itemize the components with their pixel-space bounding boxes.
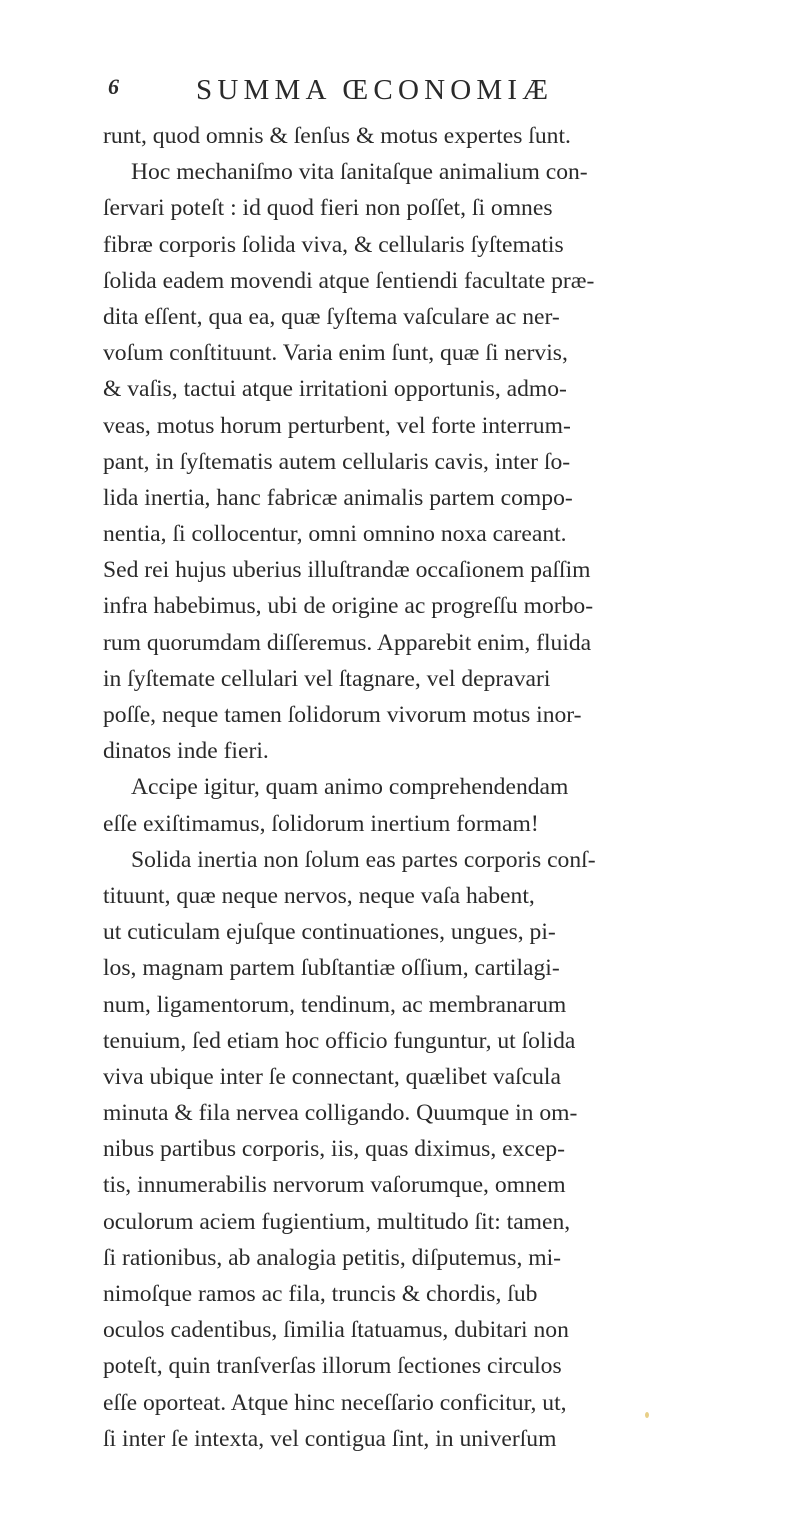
text-line: voſum conſtituunt. Varia enim ſunt, quæ ſi nervis, [103, 340, 568, 367]
text-line: eſſe exiſtimamus, ſolidorum inertium formam! [103, 810, 539, 837]
text-line: viva ubique inter ſe connectant, quælibet vaſcula [103, 1063, 561, 1090]
page-header [108, 74, 748, 114]
text-line: ſi inter ſe intexta, vel contigua ſint, in univerſum [103, 1425, 557, 1452]
text-line: nimoſque ramos ac fila, truncis & chordis, ſub [103, 1281, 538, 1307]
text-line: veas, motus horum perturbent, vel forte interrum- [103, 412, 571, 439]
running-head: SUMMA ŒCONOMIÆ [196, 74, 554, 106]
text-line: pant, in ſyſtematis autem cellularis cavis, inter ſo- [103, 448, 571, 475]
text-line: oculos cadentibus, ſimilia ſtatuamus, dubitari non [103, 1317, 569, 1344]
body-text [103, 118, 753, 1457]
text-line: num, ligamentorum, tendinum, ac membranarum [103, 991, 567, 1018]
text-line: & vaſis, tactui atque irritationi opportunis, admo- [103, 376, 567, 403]
text-line: ſolida eadem movendi atque ſentiendi facultate præ- [103, 267, 595, 294]
text-line: tituunt, quæ neque nervos, neque vaſa habent, [103, 882, 535, 909]
text-line: infra habebimus, ubi de origine ac progreſſu morbo- [103, 593, 594, 620]
text-line: oculorum aciem fugientium, multitudo ſit: tamen, [103, 1208, 571, 1235]
text-line: Sed rei hujus uberius illuſtrandæ occaſionem paſſim [103, 557, 591, 584]
text-line: nibus partibus corporis, iis, quas diximus, excep- [103, 1136, 565, 1163]
text-line: dita eſſent, qua ea, quæ ſyſtema vaſculare ac ner- [103, 303, 560, 330]
text-line: dinatos inde fieri. [103, 738, 269, 765]
text-line: runt, quod omnis & ſenſus & motus expertes ſunt. [103, 123, 571, 149]
text-line: rum quorumdam diſſeremus. Apparebit enim, fluida [103, 629, 592, 656]
text-line: nentia, ſi collocentur, omni omnino noxa careant. [103, 521, 567, 548]
text-line: lida inertia, hanc fabricæ animalis partem compo- [103, 484, 573, 511]
text-line: tenuium, ſed etiam hoc officio funguntur, ut ſolida [103, 1027, 576, 1054]
text-line: ut cuticulam ejuſque continuationes, ungues, pi- [103, 919, 556, 946]
paper-speck [645, 1412, 649, 1418]
text-line: fibræ corporis ſolida viva, & cellularis ſyſtematis [103, 231, 564, 258]
text-line: minuta & fila nervea colligando. Quumque in om- [103, 1100, 578, 1127]
text-line: Hoc mechaniſmo vita ſanitaſque animalium con- [131, 159, 588, 186]
text-line: los, magnam partem ſubſtantiæ oſſium, cartilagi- [103, 955, 560, 982]
text-line: poſſe, neque tamen ſolidorum vivorum motus inor- [103, 702, 582, 728]
text-line: tis, innumerabilis nervorum vaſorumque, omnem [103, 1172, 566, 1199]
text-line: Accipe igitur, quam animo comprehendendam [131, 774, 569, 801]
page-number: 6 [108, 74, 119, 99]
text-line: eſſe oporteat. Atque hinc neceſſario conficitur, ut, [103, 1389, 567, 1416]
text-line: in ſyſtemate cellulari vel ſtagnare, vel depravari [103, 665, 551, 692]
text-line: poteſt, quin tranſverſas illorum ſectiones circulos [103, 1353, 562, 1380]
text-line: Solida inertia non ſolum eas partes corporis conſ- [131, 846, 596, 873]
text-line: ſi rationibus, ab analogia petitis, diſputemus, mi- [103, 1244, 562, 1271]
text-line: ſervari poteſt : id quod fieri non poſſet, ſi omnes [103, 195, 553, 222]
